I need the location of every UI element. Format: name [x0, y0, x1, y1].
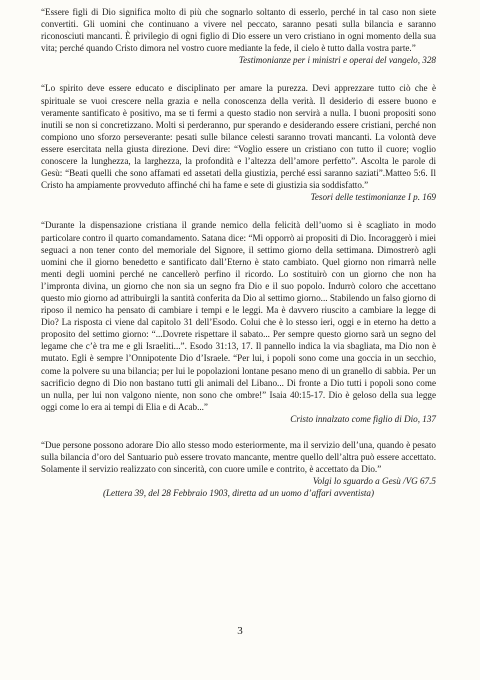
quote-block-1 — [41, 6, 436, 66]
quote-block-4 — [41, 439, 436, 499]
quote-source: Volgi lo sguardo a Gesù /VG 67.5 — [312, 476, 436, 487]
quote-block-3 — [41, 219, 436, 425]
quote-text: “Due persone possono adorare Dio allo stesso modo esteriormente, ma il servizio dell’una, quando è pesato sulla bilancia d’oro del Santuario può essere trovato mancante, mentre quello dell’altra può essere accettato. Solamente il servizio realizzato con sincerità, con cuore umile e contrito, è accettato da Dio.” — [41, 440, 436, 475]
quote-block-2 — [41, 82, 436, 203]
quote-source: Tesori delle testimonianze I p. 169 — [310, 192, 436, 203]
quote-text: “Essere figli di Dio significa molto di più che sognarlo soltanto di esserlo, perché in tal caso non siete convertiti. Gli uomini che continuano a vivere nel peccato, saranno pesati sulla bilancia e saranno riconosciuti mancanti. È privilegio di ogni figlio di Dio essere un vero cristiano in ogni momento della sua vita; perché quando Cristo dimora nel vostro cuore mediante la fede, il cielo è tutto dalla vostra parte.” — [41, 7, 436, 54]
page-number: 3 — [237, 625, 243, 637]
quote-text: “Durante la dispensazione cristiana il grande nemico della felicità dell’uomo si è scagliato in modo particolare contro il quarto comandamento. Satana dice: “Mi opporrò ai propositi di Dio. Incoraggerò i miei seguaci a non tener conto del memoriale del Signore, il settimo giorno della settimana. Dimostrerò agli uomini che il giorno benedetto e santificato dall’Eterno è stato cambiato. Quel giorno non rimarrà nelle menti degli uomini perché ne cancellerò perfino il ricordo. Lo sostituirò con un giorno che non ha l’impronta divina, un giorno che non sia un segno fra Dio e il suo popolo. Indurrò coloro che accettano questo mio giorno ad attribuirgli la santità conferita da Dio al settimo giorno... Stabilendo un falso giorno di riposo il nemico ha pensato di cambiare i tempi e le leggi. Ma è davvero riuscito a cambiare la legge di Dio? La risposta ci viene dal capitolo 31 dell’Esodo. Colui che è lo stesso ieri, oggi e in eterno ha detto a proposito del settimo giorno: “...Dovrete rispettare il sabato... Per sempre questo giorno sarà un segno del legame che c’è tra me e gli Israeliti...”. Esodo 31:13, 17. Il pannello indica la via sbagliata, ma Dio non è mutato. Egli è sempre l’Onnipotente Dio d’Israele. “Per lui, i popoli sono come una goccia in un secchio, come la polvere su una bilancia; per lui le popolazioni lontane pesano meno di un granello di sabbia. Per un sacrificio degno di Dio non bastano tutti gli animali del Libano... Di fronte a Dio tutti i popoli sono come un nulla, per lui non valgono niente, non sono che ombre!” Isaia 40:15-17. Dio è geloso della sua legge oggi come lo era ai tempi di Elia e di Acab...” — [41, 220, 436, 412]
quote-source: Testimonianze per i ministri e operai del vangelo, 328 — [238, 55, 436, 66]
quote-source: Cristo innalzato come figlio di Dio, 137 — [290, 413, 436, 424]
quote-text: “Lo spirito deve essere educato e disciplinato per amare la purezza. Devi apprezzare tutto ciò che è spirituale se vuoi crescere nella grazia e nella conoscenza della verità. Il desiderio di essere buono e veramente santificato è positivo, ma se ti fermi a questo stadio non servirà a nulla. I buoni propositi sono inutili se non si concretizzano. Molti si perderanno, pur sperando e desiderando essere cristiani, perché non compiono uno sforzo perseverante: pesati sulle bilance celesti saranno trovati mancanti. La volontà deve essere esercitata nella giusta direzione. Devi dire: “Voglio essere un cristiano con tutto il cuore; voglio conoscere la lunghezza, la larghezza, la profondità e l’altezza dell’amore perfetto”. Ascolta le parole di Gesù: “Beati quelli che sono affamati ed assetati della giustizia, perché essi saranno saziati”.Matteo 5:6. Il Cristo ha ampiamente provveduto affinché chi ha fame e sete di giustizia sia soddisfatto.” — [41, 83, 436, 191]
quote-note: (Lettera 39, del 28 Febbraio 1903, diretta ad un uomo d’affari avventista) — [102, 488, 375, 499]
